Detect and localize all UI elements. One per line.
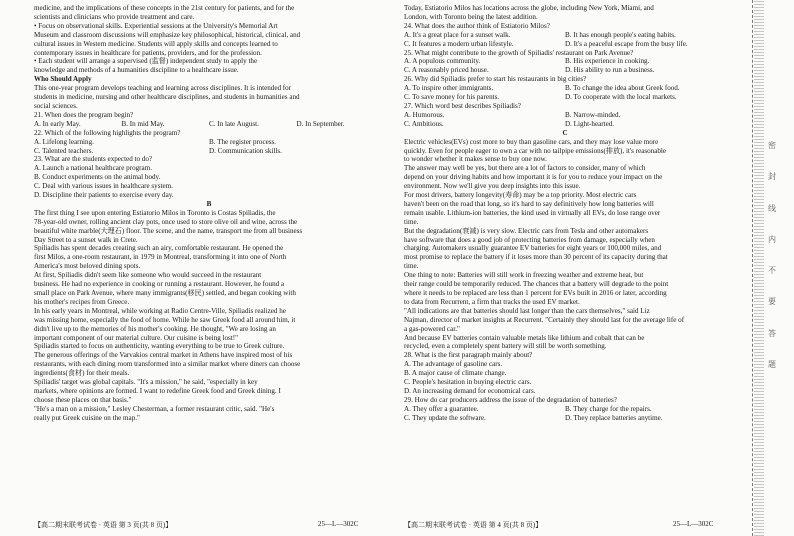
text-line: • Each student will arrange a supervised (监督) independent study to apply the bbox=[34, 57, 258, 66]
text-line: But the degradation(衰减) is very slow. Electric cars from Tesla and other automakers bbox=[404, 226, 649, 235]
option-d[interactable]: D. Communication skills. bbox=[209, 146, 282, 155]
seal-char: 线 bbox=[768, 203, 776, 213]
text-line: really put Greek cuisine on the map." bbox=[34, 413, 140, 422]
text-line: In his early years in Montreal, while working at Radio Centre-Ville, Spiliadis realized he bbox=[34, 306, 286, 315]
text-line: environment. Now we'll give you deep insights into this issue. bbox=[404, 182, 581, 191]
text-line: time. bbox=[404, 217, 419, 226]
option-a[interactable]: A. Humorous. bbox=[404, 110, 445, 119]
text-line: haven't been on the road that long, so it's hard to say definitively how long batteries will bbox=[404, 199, 654, 208]
question-stem: 29. How do car producers address the issue of the degradation of batteries? bbox=[404, 395, 617, 404]
text-line: to wonder whether it makes sense to buy one now. bbox=[404, 155, 547, 164]
text-line: most promise to replace the battery if it loses more than 30 percent of its capacity during that bbox=[404, 253, 668, 262]
text-line: scientists and clinicians who provide treatment and care. bbox=[34, 12, 195, 21]
seal-char: 封 bbox=[768, 172, 776, 182]
text-line: Day Street to a sunset walk in Crete. bbox=[34, 235, 138, 244]
text-line: depend on your driving habits and how important it is for you to reduce your impact on the bbox=[404, 173, 663, 182]
question-stem: 25. What might contribute to the growth of Spiliadis' restaurant on Park Avenue? bbox=[404, 48, 634, 57]
options-row bbox=[34, 120, 384, 129]
text-line: recycled, even a completely spent battery will still be worth something. bbox=[404, 342, 607, 351]
text-line: remain usable. Lithium-ion batteries, the kind used in virtually all EVs, do lose range over bbox=[404, 208, 661, 217]
option-b[interactable]: B. They charge for the repairs. bbox=[565, 404, 652, 413]
seal-line-notice bbox=[768, 140, 782, 370]
text-line: medicine, and the implications of these concepts in the 21st century for patients, and for the bbox=[34, 4, 295, 12]
options-row bbox=[404, 414, 726, 423]
option-c[interactable]: C. To save money for his parents. bbox=[404, 93, 500, 102]
option-d[interactable]: D. An increasing demand for economical cars. bbox=[404, 386, 536, 395]
text-line: restaurants, with each dining room transformed into a similar market where diners can choose bbox=[34, 360, 301, 369]
section-b-heading: B bbox=[206, 199, 212, 208]
text-line: 78-year-old owner, rolling ancient clay pots, once used to store olive oil and wine, across the bbox=[34, 217, 298, 226]
question-24 bbox=[404, 22, 726, 49]
text-line: choose these places on that basis." bbox=[34, 395, 132, 404]
text-line: ingredients(食材) for their meals. bbox=[34, 369, 130, 378]
section-c-heading: C bbox=[562, 128, 568, 137]
text-line: quickly. Even for people eager to own a car with no tailpipe emissions(排放), it's reasonable bbox=[404, 146, 667, 155]
question-stem: 21. When does the program begin? bbox=[34, 110, 134, 119]
footer-right-title: 【高二期末联考试卷 · 英语 第 4 页(共 8 页)】 bbox=[404, 521, 543, 529]
option-c[interactable]: C. A reasonably priced house. bbox=[404, 66, 489, 75]
option-a[interactable]: A. To inspire other immigrants. bbox=[404, 84, 494, 93]
options-row bbox=[404, 40, 726, 49]
text-line: One thing to note: Batteries will still work in freezing weather and extreme heat, but bbox=[404, 271, 644, 280]
text-line: The generous offerings of the Varvakios central market in Athens have inspired most of his bbox=[34, 351, 293, 360]
seal-char: 要 bbox=[768, 297, 776, 307]
binding-margin bbox=[744, 0, 794, 536]
options-row bbox=[404, 66, 726, 75]
text-line: America's most beloved dining spots. bbox=[34, 262, 141, 271]
options-row bbox=[404, 31, 726, 40]
option-d[interactable]: D. Discipline their patients to exercise every day. bbox=[34, 191, 174, 200]
text-line: Spiliadis started to focus on authenticity, wanting everything to be true to Greek culture. bbox=[34, 342, 285, 351]
text-line: to data from Recurrent, a firm that tracks the used EV market. bbox=[404, 297, 580, 306]
text-line: "He's a man on a mission," Lesley Chesterman, a former restaurant critic, said. "He's bbox=[34, 404, 275, 413]
option-a[interactable]: A. Launch a national healthcare program. bbox=[34, 164, 152, 173]
text-line: And because EV batteries contain valuable metals like lithium and cobalt that can be bbox=[404, 333, 645, 342]
question-22 bbox=[34, 129, 384, 156]
text-line: markets, where opinions are formed. I want to redefine Greek food and Greek dining. I bbox=[34, 386, 281, 395]
text-line: • Focus on observational skills. Experiential sessions at the University's Memorial Art bbox=[34, 21, 278, 30]
text-line: time. bbox=[404, 262, 419, 271]
left-column bbox=[34, 4, 384, 423]
who-should-apply-heading: Who Should Apply bbox=[34, 75, 92, 84]
option-c[interactable]: C. Ambitious. bbox=[404, 119, 444, 128]
text-line: "All indications are that batteries should last longer than the cars themselves," said Liz bbox=[404, 306, 650, 315]
question-23 bbox=[34, 155, 384, 200]
options-row bbox=[404, 93, 726, 102]
text-line: Spiliadis' target was global capitals. "It's a mission," he said, "especially in key bbox=[34, 378, 258, 387]
text-line: knowledge and methods of a humanities discipline to a healthcare issue. bbox=[34, 66, 239, 75]
seal-line bbox=[752, 0, 753, 536]
text-line: a gas-powered car." bbox=[404, 324, 460, 333]
question-stem: 23. What are the students expected to do? bbox=[34, 155, 153, 164]
passage-c bbox=[404, 138, 726, 352]
option-d[interactable]: D. In September. bbox=[296, 119, 345, 128]
right-column bbox=[404, 4, 726, 423]
option-d[interactable]: D. They replace batteries anytime. bbox=[565, 413, 663, 422]
text-line: small place on Park Avenue, where many immigrants(移民) settled, and began cooking with bbox=[34, 289, 296, 297]
footer-left-code: 25—L—302C bbox=[318, 520, 359, 528]
text-line: charging. Automakers usually guarantee EV batteries for eight years or 100,000 miles, and bbox=[404, 244, 662, 253]
footer-right-code: 25—L—302C bbox=[673, 520, 714, 528]
question-stem: 27. Which word best describes Spiliadis? bbox=[404, 101, 521, 110]
options-row bbox=[34, 147, 384, 156]
seal-char: 答 bbox=[768, 328, 776, 338]
text-line: have software that does a good job of protecting batteries from damage, especially when bbox=[404, 235, 655, 244]
text-line: where it needs to be replaced are less than 1 percent for EVs built in 2016 or later, according bbox=[404, 289, 667, 297]
option-b[interactable]: B. A major cause of climate change. bbox=[404, 369, 507, 378]
option-b[interactable]: B. The register process. bbox=[209, 137, 277, 146]
text-line: their range could be temporarily reduced. The chances that a battery will degrade to the point bbox=[404, 280, 669, 289]
option-c[interactable]: C. People's hesitation in buying electric cars. bbox=[404, 378, 532, 387]
options-row bbox=[404, 120, 726, 129]
text-line: students in medicine, nursing and other healthcare disciplines, and students in humanities and bbox=[34, 93, 300, 102]
option-c[interactable]: C. Deal with various issues in healthcare system. bbox=[34, 182, 173, 191]
text-line: The first thing I see upon entering Estiatorio Milos in Toronto is Costas Spiliadis, the bbox=[34, 208, 276, 217]
text-line: contemporary issues in healthcare for patients, providers, and for the profession. bbox=[34, 48, 262, 57]
options-row bbox=[404, 57, 726, 66]
option-b[interactable]: B. To change the idea about Greek food. bbox=[565, 84, 680, 93]
option-c[interactable]: C. In late August. bbox=[209, 119, 259, 128]
question-25 bbox=[404, 49, 726, 76]
text-line: social sciences. bbox=[34, 101, 78, 110]
text-line: cultural issues in Western medicine. Students will apply skills and concepts learned to bbox=[34, 39, 278, 48]
text-line: The answer may well be yes, but there are a lot of factors to consider, many of which bbox=[404, 164, 646, 173]
text-line: his mother's recipes from Greece. bbox=[34, 297, 130, 306]
text-line: This one-year program develops teaching and learning across disciplines. It is intended for bbox=[34, 84, 292, 93]
text-line: didn't live up to the memories of his mother's cooking. He thought, "We are losing an bbox=[34, 324, 276, 333]
options-row bbox=[34, 138, 384, 147]
seal-char: 密 bbox=[768, 141, 776, 150]
text-line: Electric vehicles(EVs) cost more to buy than gasoline cars, and they may lose value more bbox=[404, 137, 659, 146]
intro-lines bbox=[34, 4, 384, 75]
option-a[interactable]: A. It's a great place for a sunset walk. bbox=[404, 30, 511, 39]
question-stem: 26. Why did Spiliadis prefer to start his restaurants in big cities? bbox=[404, 75, 587, 84]
text-line: At first, Spiliadis didn't seem like someone who would succeed in the restaurant bbox=[34, 271, 262, 280]
option-b[interactable]: B. Narrow-minded. bbox=[565, 110, 621, 119]
text-line: Najman, director of market insights at Recurrent. "Certainly they should last for the average life of bbox=[404, 315, 685, 324]
option-b[interactable]: B. It has enough people's eating habits. bbox=[565, 30, 676, 39]
question-stem: 28. What is the first paragraph mainly about? bbox=[404, 351, 533, 360]
text-line: London, with Toronto being the latest addition. bbox=[404, 12, 538, 21]
option-c[interactable]: C. It features a modern urban lifestyle. bbox=[404, 39, 514, 48]
option-a[interactable]: A. Lifelong learning. bbox=[34, 137, 94, 146]
options-row bbox=[404, 84, 726, 93]
seal-char: 不 bbox=[768, 266, 776, 276]
text-line: beautiful white marble(大理石) floor. The scene, and the name, transport me from all business bbox=[34, 226, 303, 235]
question-21 bbox=[34, 111, 384, 129]
options-row bbox=[404, 405, 726, 414]
seal-char: 内 bbox=[768, 234, 776, 244]
binding-hatch bbox=[754, 0, 764, 536]
option-a[interactable]: A. The advantage of gasoline cars. bbox=[404, 360, 503, 369]
seal-char: 题 bbox=[768, 359, 776, 369]
option-d[interactable]: D. His ability to run a business. bbox=[565, 66, 655, 75]
option-b[interactable]: B. In mid May. bbox=[121, 119, 165, 128]
footer-left-title: 【高二期末联考试卷 · 英语 第 3 页(共 8 页)】 bbox=[34, 521, 173, 529]
option-c[interactable]: C. Talented teachers. bbox=[34, 146, 94, 155]
text-line: Museum and classroom discussions will emphasize key philosophical, historical, clinical, and bbox=[34, 30, 301, 39]
option-b[interactable]: B. Conduct experiments on the animal body. bbox=[34, 173, 161, 182]
option-a[interactable]: A. They offer a guarantee. bbox=[404, 404, 479, 413]
question-29 bbox=[404, 396, 726, 423]
option-d[interactable]: D. To cooperate with the local markets. bbox=[565, 93, 677, 102]
option-a[interactable]: A. In early May. bbox=[34, 119, 81, 128]
question-27 bbox=[404, 102, 726, 129]
passage-b bbox=[34, 209, 384, 423]
question-stem: 24. What does the author think of Estiatorio Milos? bbox=[404, 21, 550, 30]
question-28 bbox=[404, 351, 726, 396]
text-line: important component of our material culture. Our cuisine is being lost!" bbox=[34, 333, 239, 342]
option-a[interactable]: A. A populous community. bbox=[404, 57, 481, 66]
option-b[interactable]: B. His experience in cooking. bbox=[565, 57, 650, 66]
text-line: business. He had no experience in cooking or running a restaurant. However, he found a bbox=[34, 280, 285, 289]
option-d[interactable]: D. Light-hearted. bbox=[565, 119, 615, 128]
question-stem: 22. Which of the following highlights the program? bbox=[34, 128, 181, 137]
text-line: first Milos, a one-room restaurant, in 1979 in Montreal, transforming it into one of North bbox=[34, 253, 287, 262]
text-line: Today, Estiatorio Milos has locations across the globe, including New York, Miami, and bbox=[404, 4, 654, 12]
text-line: For most drivers, battery longevity(寿命) may be a top priority. Most electric cars bbox=[404, 191, 637, 200]
options-row bbox=[404, 111, 726, 120]
question-26 bbox=[404, 75, 726, 102]
option-c[interactable]: C. They update the software. bbox=[404, 413, 486, 422]
text-line: was missing home, especially the food of home. While he saw Greek food all around him, it bbox=[34, 315, 296, 324]
text-line: Spiliadis has spent decades creating such an airy, comfortable restaurant. He opened the bbox=[34, 244, 284, 253]
option-d[interactable]: D. It's a peaceful escape from the busy life. bbox=[565, 39, 688, 48]
